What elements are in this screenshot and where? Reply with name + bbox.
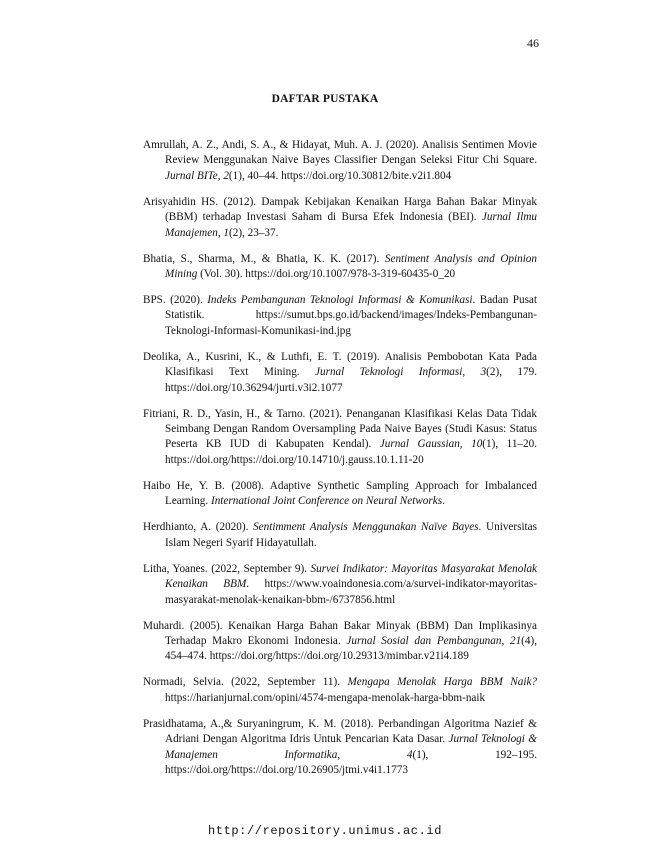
reference-text: . https://www.voaindonesia.com/a/survei-indikator-mayoritas-masyarakat-menolak-kenaikan-bbm-/6737856.html [165,578,537,606]
reference-text: https://harianjurnal.com/opini/4574-mengapa-menolak-harga-bbm-naik [165,691,486,704]
reference-text: Normadi, Selvia. (2022, September 11). [143,676,348,689]
reference-text: , [501,634,510,647]
reference-text: Prasidhatama, A.,& Suryaningrum, K. M. (2018). Perbandingan Algoritma Nazief & Adriani Dengan Algoritma Idris Untuk Pencarian Kata Dasar. [143,717,537,746]
reference-italic-text: 10 [471,438,483,451]
reference-text: . Universitas Islam Negeri Syarif Hidayatullah. [165,521,537,549]
reference-italic-text: Mengapa Menolak Harga BBM Naik? [347,676,537,689]
reference-entry [143,520,537,551]
reference-entry [143,479,537,510]
reference-text: Amrullah, A. Z., Andi, S. A., & Hidayat, Muh. A. J. (2020). Analisis Sentimen Movie Review Menggunakan Naive Bayes Classifier Dengan Seleksi Fitur Chi Square. [143,139,537,167]
reference-text: , [217,226,224,239]
reference-entry [143,252,537,283]
page-number: 46 [527,36,539,50]
reference-italic-text: Jurnal Ilmu Manajemen [165,211,537,239]
reference-text: Litha, Yoanes. (2022, September 9). [143,562,311,575]
reference-italic-text: Sentimment Analysis Menggunakan Naïve Bayes [253,521,479,534]
reference-text: . [442,495,445,508]
reference-italic-text: Sentiment Analysis and Opinion Mining [165,252,537,281]
reference-text: Arisyahidin HS. (2012). Dampak Kebijakan Kenaikan Harga Bahan Bakar Minyak (BBM) terhadap Investasi Saham di Bursa Efek Indonesia (BEI). [143,195,537,224]
reference-text: BPS. (2020). [143,294,208,307]
reference-entry [143,195,537,241]
reference-italic-text: 21 [509,634,522,647]
reference-text: Deolika, A., Kusrini, K., & Luthfi, E. T. (2019). Analisis Pembobotan Kata Pada Klasifikasi Text Mining. [143,350,537,379]
reference-text: . Badan Pusat Statistik. https://sumut.bps.go.id/backend/images/Indeks-Pembangunan-Teknologi-Informasi-Komunikasi-ind.jpg [165,294,538,337]
reference-entry [143,675,537,706]
reference-text: (1), 11–20. https://doi.org/https://doi.org/10.14710/j.gauss.10.1.11-20 [165,438,537,466]
reference-text: (Vol. 30). https://doi.org/10.1007/978-3-319-60435-0_20 [197,268,456,281]
reference-italic-text: Jurnal Teknologi Informasi [315,366,463,379]
reference-text: , [459,438,472,451]
reference-text: Bhatia, S., Sharma, M., & Bhatia, K. K. (2017). [143,252,385,265]
reference-entry [143,619,537,665]
reference-list [143,138,537,789]
reference-entry [143,407,537,469]
reference-text: Muhardi. (2005). Kenaikan Harga Bahan Bakar Minyak (BBM) Dan Implikasinya Terhadap Makro Ekonomi Indonesia. [143,619,537,647]
reference-text: , [337,748,407,761]
reference-italic-text: 3 [480,366,487,379]
reference-italic-text: 4 [406,748,413,761]
reference-entry [143,350,537,396]
reference-italic-text: Survei Indikator: Mayoritas Masyarakat Menolak Kenaikan BBM [165,562,538,591]
reference-italic-text: Indeks Pembangunan Teknologi Informasi & Komunikasi [207,294,473,307]
reference-text: Herdhianto, A. (2020). [143,521,254,534]
reference-entry [143,293,537,339]
reference-text: , [462,366,481,379]
reference-text: (2), 179. https://doi.org/10.36294/jurti.v3i2.1077 [165,366,538,394]
reference-text: Fitriani, R. D., Yasin, H., & Tarno. (2021). Penanganan Klasifikasi Kelas Data Tidak Seimbang Dengan Random Oversampling Pada Naive Bayes (Studi Kasus: Status Peserta KB IUD di Kabupaten Kendal). [143,407,537,451]
reference-italic-text: Jurnal Gaussian [379,438,460,451]
reference-text: Haibo He, Y. B. (2008). Adaptive Synthetic Sampling Approach for Imbalanced Learning. [143,479,537,508]
reference-text: (2), 23–37. [229,226,279,239]
reference-italic-text: International Joint Conference on Neural Networks [210,495,443,508]
reference-text: (1), 192–195. https://doi.org/https://doi.org/10.26905/jtmi.v4i1.1773 [165,748,538,776]
reference-entry [143,562,537,608]
reference-text: (4), 454–474. https://doi.org/https://doi.org/10.29313/mimbar.v21i4.189 [165,634,537,663]
reference-entry [143,138,537,184]
reference-text: , [217,169,224,182]
page-title: DAFTAR PUSTAKA [271,93,379,105]
reference-entry [143,717,537,779]
reference-text: (1), 40–44. https://doi.org/10.30812/bite.v2i1.804 [228,169,452,182]
reference-italic-text: Jurnal Sosial dan Pembangunan [346,634,502,647]
footer-url: http://repository.unimus.ac.id [207,824,443,838]
reference-italic-text: Jurnal BITe [165,169,218,182]
reference-italic-text: 1 [223,226,230,239]
reference-italic-text: Jurnal Teknologi & Manajemen Informatika [165,733,537,761]
reference-italic-text: 2 [223,169,229,182]
